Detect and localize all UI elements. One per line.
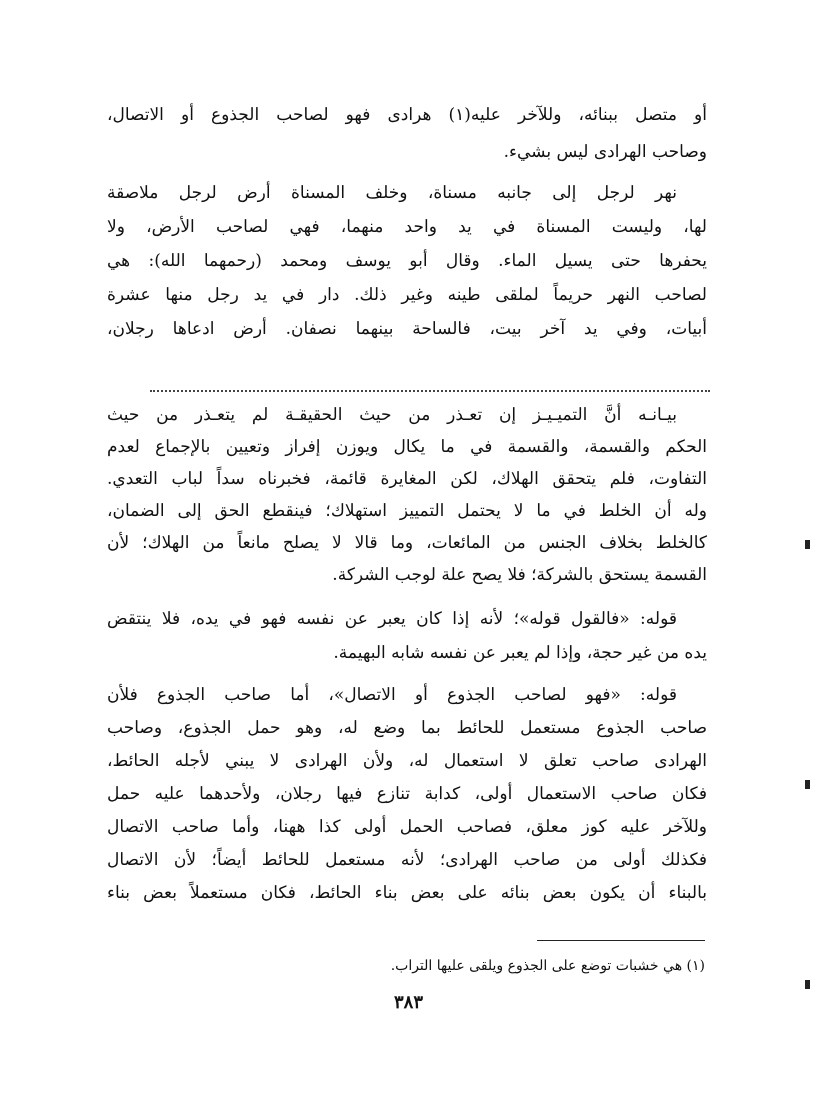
commentary-line: بالبناء أن يكون بعض بنائه على بعض بناء الحائط، فكان مستعملاً بعض بناء [107,883,707,903]
commentary-line: يده من غير حجة، وإذا لم يعبر عن نفسه شابه البهيمة. [333,643,707,663]
footnote: (١) هي خشبات توضع على الجذوع ويلقى عليها التراب. [390,958,705,974]
commentary-line: بيـانـه أنَّ التميـيـز إن تعـذر من حيث الحقيقـة لم يتعـذر من حيث [107,405,677,425]
page-number: ٣٨٣ [393,992,423,1013]
main-text-line: أو متصل ببنائه، وللآخر عليه(١) هرادى فهو لصاحب الجذوع أو الاتصال، [107,105,707,125]
footnote-rule [537,940,705,941]
commentary-line: كالخلط بخلاف الجنس من المائعات، وما قالا لا يصلح مانعاً من الهلاك؛ لأن [107,533,707,553]
commentary-line: القسمة يستحق بالشركة؛ فلا يصح علة لوجب الشركة. [332,565,707,585]
commentary-line: فكذلك أولى من صاحب الهرادى؛ لأنه مستعمل للحائط أيضاً؛ لأن الاتصال [107,850,707,870]
commentary-line: قوله: «فالقول قوله»؛ لأنه إذا كان يعبر عن نفسه فهو في يده، فلا ينتقض [107,609,677,629]
scan-mark [805,780,810,789]
scan-mark [805,540,810,549]
commentary-line: فكان صاحب الاستعمال أولى، كدابة تنازع فيها رجلان، ولأحدهما عليه حمل [107,784,707,804]
commentary-line: قوله: «فهو لصاحب الجذوع أو الاتصال»، أما صاحب الجذوع فلأن [107,685,677,705]
main-text-line: وصاحب الهرادى ليس بشيء. [503,142,707,162]
commentary-line: الهرادى صاحب تعلق لا استعمال له، ولأن الهرادى لا يبني لأجله الحائط، [107,751,707,771]
commentary-line: صاحب الجذوع مستعمل للحائط بما وضع له، وهو حمل الجذوع، وصاحب [107,718,707,738]
main-text-line: نهر لرجل إلى جانبه مسناة، وخلف المسناة أرض لرجل ملاصقة [107,183,677,203]
main-text-line: يحفرها حتى يسيل الماء. وقال أبو يوسف ومحمد (رحمهما الله): هي [107,251,707,271]
commentary-line: التفاوت، فلم يتحقق الهلاك، لكن المغايرة قائمة، فخبرناه سداً لباب التعدي. [107,469,707,489]
main-text-line: لصاحب النهر حريماً لملقى طينه وغير ذلك. دار في يد رجل منها عشرة [107,285,707,305]
main-text-line: لها، وليست المسناة في يد واحد منهما، فهي لصاحب الأرض، ولا [107,217,707,237]
commentary-line: وله أن الخلط في ما لا يحتمل التمييز استهلاك؛ فينقطع الحق إلى الضمان، [107,501,707,521]
scan-mark [805,980,810,989]
commentary-line: وللآخر عليه كوز معلق، فصاحب الحمل أولى كذا ههنا، وأما صاحب الاتصال [107,817,707,837]
section-separator [150,378,710,392]
main-text-line: أبيات، وفي يد آخر بيت، فالساحة بينهما نصفان. أرض ادعاها رجلان، [107,319,707,339]
commentary-line: الحكم والقسمة، والقسمة في ما يكال ويوزن إفراز وتعيين بالإجماع لعدم [107,437,707,457]
